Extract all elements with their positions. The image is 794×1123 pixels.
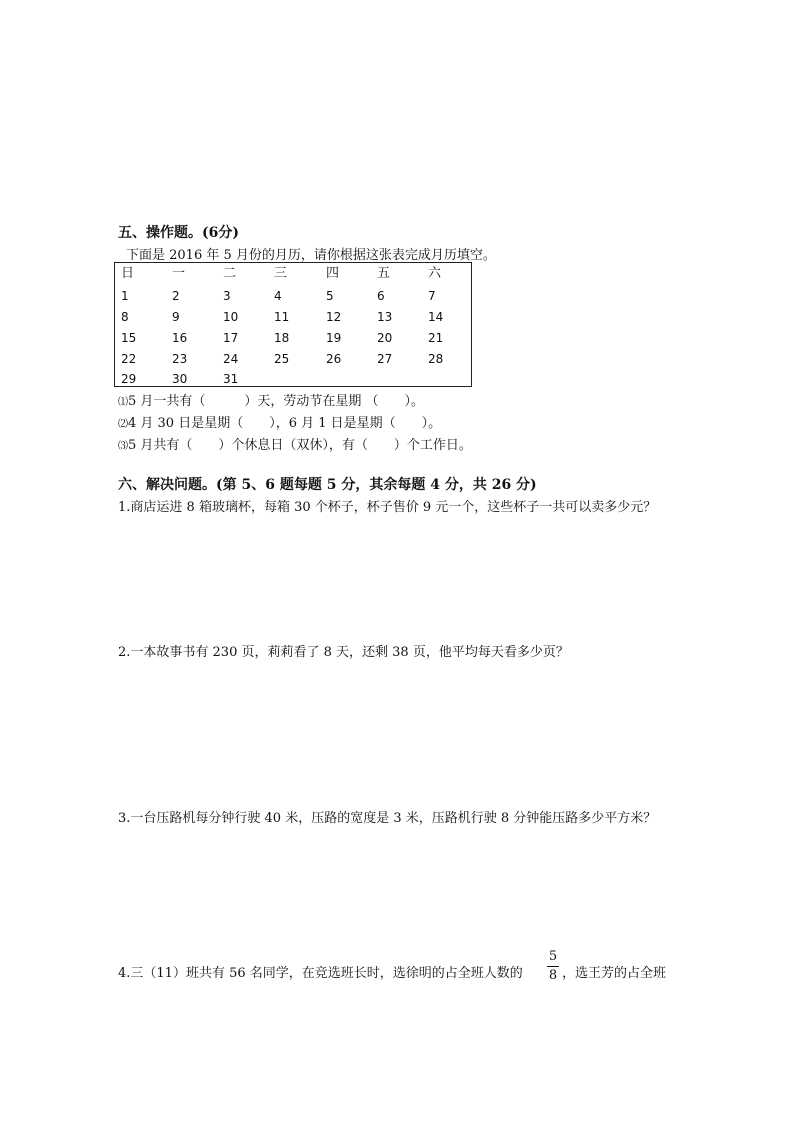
calendar-weekday: 五 bbox=[377, 266, 391, 281]
calendar-day: 1 bbox=[121, 289, 129, 303]
problem-3: 3.一台压路机每分钟行驶 40 米，压路的宽度是 3 米，压路机行驶 8 分钟能压路多少平方米？ bbox=[118, 811, 657, 826]
section5-heading: 五、操作题。(6分) bbox=[118, 225, 239, 241]
question-2-number: ⑵ bbox=[118, 419, 128, 430]
calendar-day: 10 bbox=[223, 310, 239, 324]
calendar-day: 6 bbox=[377, 289, 385, 303]
calendar-day: 21 bbox=[428, 331, 444, 345]
calendar-day: 9 bbox=[172, 310, 180, 324]
question-1-text: 5 月一共有（ ）天，劳动节在星期 （ ）。 bbox=[128, 394, 425, 409]
fraction-numerator: 5 bbox=[548, 949, 558, 964]
calendar-day: 4 bbox=[274, 289, 282, 303]
calendar-day: 25 bbox=[274, 352, 290, 366]
problem-4-before: 4.三（11）班共有 56 名同学，在竞选班长时，选徐明的占全班人数的 bbox=[118, 966, 523, 981]
calendar-weekday: 一 bbox=[172, 266, 186, 281]
calendar-day: 3 bbox=[223, 289, 231, 303]
problem-1: 1.商店运进 8 箱玻璃杯，每箱 30 个杯子，杯子售价 9 元一个，这些杯子一共可以卖多少元？ bbox=[118, 500, 657, 515]
section5-intro: 下面是 2016 年 5 月份的月历，请你根据这张表完成月历填空。 bbox=[126, 248, 496, 263]
fraction-denominator: 8 bbox=[548, 968, 558, 983]
question-2-text: 4 月 30 日是星期（ ），6 月 1 日是星期（ ）。 bbox=[128, 416, 442, 431]
calendar-day: 19 bbox=[326, 331, 342, 345]
calendar-day: 12 bbox=[326, 310, 342, 324]
calendar-weekday: 四 bbox=[326, 266, 340, 281]
calendar-day: 26 bbox=[326, 352, 342, 366]
calendar-day: 16 bbox=[172, 331, 188, 345]
calendar-weekday: 六 bbox=[428, 266, 442, 281]
fraction-five-eighths bbox=[546, 949, 560, 984]
section6-heading: 六、解决问题。(第 5、6 题每题 5 分，其余每题 4 分，共 26 分) bbox=[118, 477, 537, 493]
fraction-bar bbox=[547, 966, 559, 967]
calendar-weekday: 三 bbox=[274, 266, 288, 281]
calendar-weekday: 二 bbox=[223, 266, 237, 281]
calendar-day: 20 bbox=[377, 331, 393, 345]
question-2 bbox=[118, 412, 441, 431]
question-1-number: ⑴ bbox=[118, 397, 128, 408]
calendar-day: 29 bbox=[121, 372, 137, 386]
calendar-day: 27 bbox=[377, 352, 393, 366]
calendar-weekday: 日 bbox=[121, 266, 135, 281]
calendar-day: 11 bbox=[274, 310, 290, 324]
calendar-day: 18 bbox=[274, 331, 290, 345]
calendar-day: 14 bbox=[428, 310, 444, 324]
calendar-day: 28 bbox=[428, 352, 444, 366]
calendar-day: 5 bbox=[326, 289, 334, 303]
problem-2: 2.一本故事书有 230 页，莉莉看了 8 天，还剩 38 页，他平均每天看多少页？ bbox=[118, 645, 569, 660]
calendar-day: 8 bbox=[121, 310, 129, 324]
calendar-day: 22 bbox=[121, 352, 137, 366]
calendar-day: 13 bbox=[377, 310, 393, 324]
calendar-day: 23 bbox=[172, 352, 188, 366]
problem-4-after: ，选王芳的占全班 bbox=[562, 966, 667, 981]
calendar-day: 2 bbox=[172, 289, 180, 303]
question-3-text: 5 月共有（ ）个休息日（双休），有（ ）个工作日。 bbox=[128, 438, 472, 453]
calendar-table bbox=[114, 262, 472, 387]
question-3 bbox=[118, 434, 472, 453]
calendar-day: 30 bbox=[172, 372, 188, 386]
calendar-day: 15 bbox=[121, 331, 137, 345]
question-1 bbox=[118, 390, 424, 409]
calendar-day: 31 bbox=[223, 372, 239, 386]
calendar-day: 7 bbox=[428, 289, 436, 303]
question-3-number: ⑶ bbox=[118, 441, 128, 452]
calendar-day: 17 bbox=[223, 331, 239, 345]
calendar-day: 24 bbox=[223, 352, 239, 366]
